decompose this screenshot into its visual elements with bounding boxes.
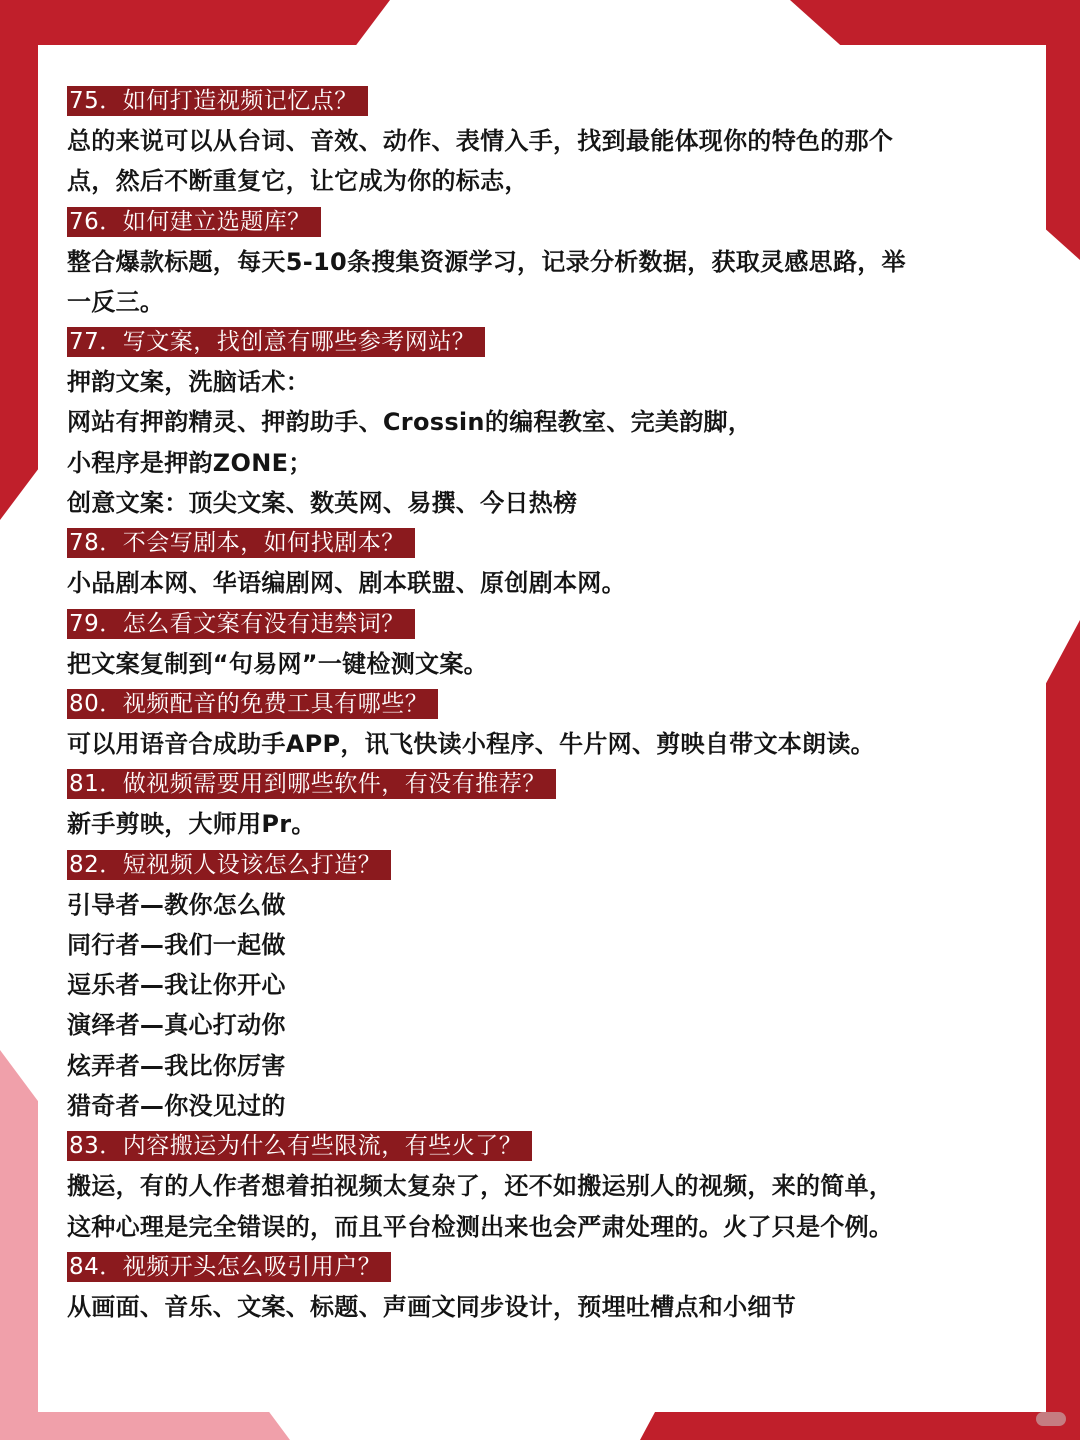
qa-item [67, 764, 1032, 844]
answer-line: 一反三。 [67, 287, 165, 316]
question-heading: 82．短视频人设该怎么打造？ [67, 850, 391, 880]
answer-line: 网站有押韵精灵、押韵助手、Crossin的编程教室、完美韵脚， [67, 408, 753, 437]
answer-text [67, 804, 1032, 844]
question-heading: 79．怎么看文案有没有违禁词？ [67, 609, 415, 639]
question-heading: 81．做视频需要用到哪些软件，有没有推荐？ [67, 769, 556, 799]
qa-item [67, 81, 1032, 202]
qa-item [67, 1126, 1032, 1247]
answer-line: 逗乐者—我让你开心 [67, 971, 286, 1000]
qa-item [67, 322, 1032, 523]
answer-line: 押韵文案，洗脑话术： [67, 368, 310, 397]
answer-text [67, 724, 1032, 764]
answer-text [67, 1166, 1032, 1247]
answer-line: 引导者—教你怎么做 [67, 890, 286, 919]
qa-list [67, 81, 1032, 1327]
answer-line: 整合爆款标题，每天5-10条搜集资源学习，记录分析数据，获取灵感思路，举 [67, 247, 906, 276]
answer-line: 搬运，有的人作者想着拍视频太复杂了，还不如搬运别人的视频，来的简单， [67, 1172, 894, 1201]
qa-item [67, 523, 1032, 603]
question-heading: 75．如何打造视频记忆点？ [67, 86, 368, 116]
answer-text [67, 121, 1032, 202]
question-heading: 76．如何建立选题库？ [67, 207, 321, 237]
answer-text [67, 885, 1032, 1127]
answer-text [67, 563, 1032, 603]
question-heading: 77．写文案，找创意有哪些参考网站？ [67, 327, 485, 357]
question-heading: 78．不会写剧本，如何找剧本？ [67, 528, 415, 558]
answer-line: 同行者—我们一起做 [67, 930, 286, 959]
answer-line: 小程序是押韵ZONE； [67, 448, 313, 477]
qa-item [67, 604, 1032, 684]
answer-line: 小品剧本网、华语编剧网、剧本联盟、原创剧本网。 [67, 569, 626, 598]
content-card [38, 45, 1046, 1412]
answer-line: 点，然后不断重复它，让它成为你的标志， [67, 167, 529, 196]
qa-item [67, 845, 1032, 1127]
qa-item [67, 202, 1032, 323]
answer-line: 创意文案：顶尖文案、数英网、易撰、今日热榜 [67, 489, 578, 518]
watermark-badge [1036, 1412, 1066, 1426]
answer-text [67, 362, 1032, 523]
answer-text [67, 242, 1032, 323]
answer-text [67, 1287, 1032, 1327]
qa-item [67, 684, 1032, 764]
question-heading: 83．内容搬运为什么有些限流，有些火了？ [67, 1131, 532, 1161]
answer-line: 把文案复制到“句易网”一键检测文案。 [67, 649, 488, 678]
qa-item [67, 1247, 1032, 1327]
answer-line: 演绎者—真心打动你 [67, 1011, 286, 1040]
answer-line: 可以用语音合成助手APP，讯飞快读小程序、牛片网、剪映自带文本朗读。 [67, 729, 875, 758]
answer-line: 新手剪映，大师用Pr。 [67, 810, 316, 839]
answer-line: 从画面、音乐、文案、标题、声画文同步设计，预埋吐槽点和小细节 [67, 1292, 796, 1321]
answer-line: 猎奇者—你没见过的 [67, 1092, 286, 1121]
question-heading: 80．视频配音的免费工具有哪些？ [67, 689, 438, 719]
answer-line: 炫弄者—我比你厉害 [67, 1051, 286, 1080]
answer-line: 总的来说可以从台词、音效、动作、表情入手，找到最能体现你的特色的那个 [67, 127, 894, 155]
question-heading: 84．视频开头怎么吸引用户？ [67, 1252, 391, 1282]
answer-text [67, 644, 1032, 684]
answer-line: 这种心理是完全错误的，而且平台检测出来也会严肃处理的。火了只是个例。 [67, 1212, 894, 1241]
